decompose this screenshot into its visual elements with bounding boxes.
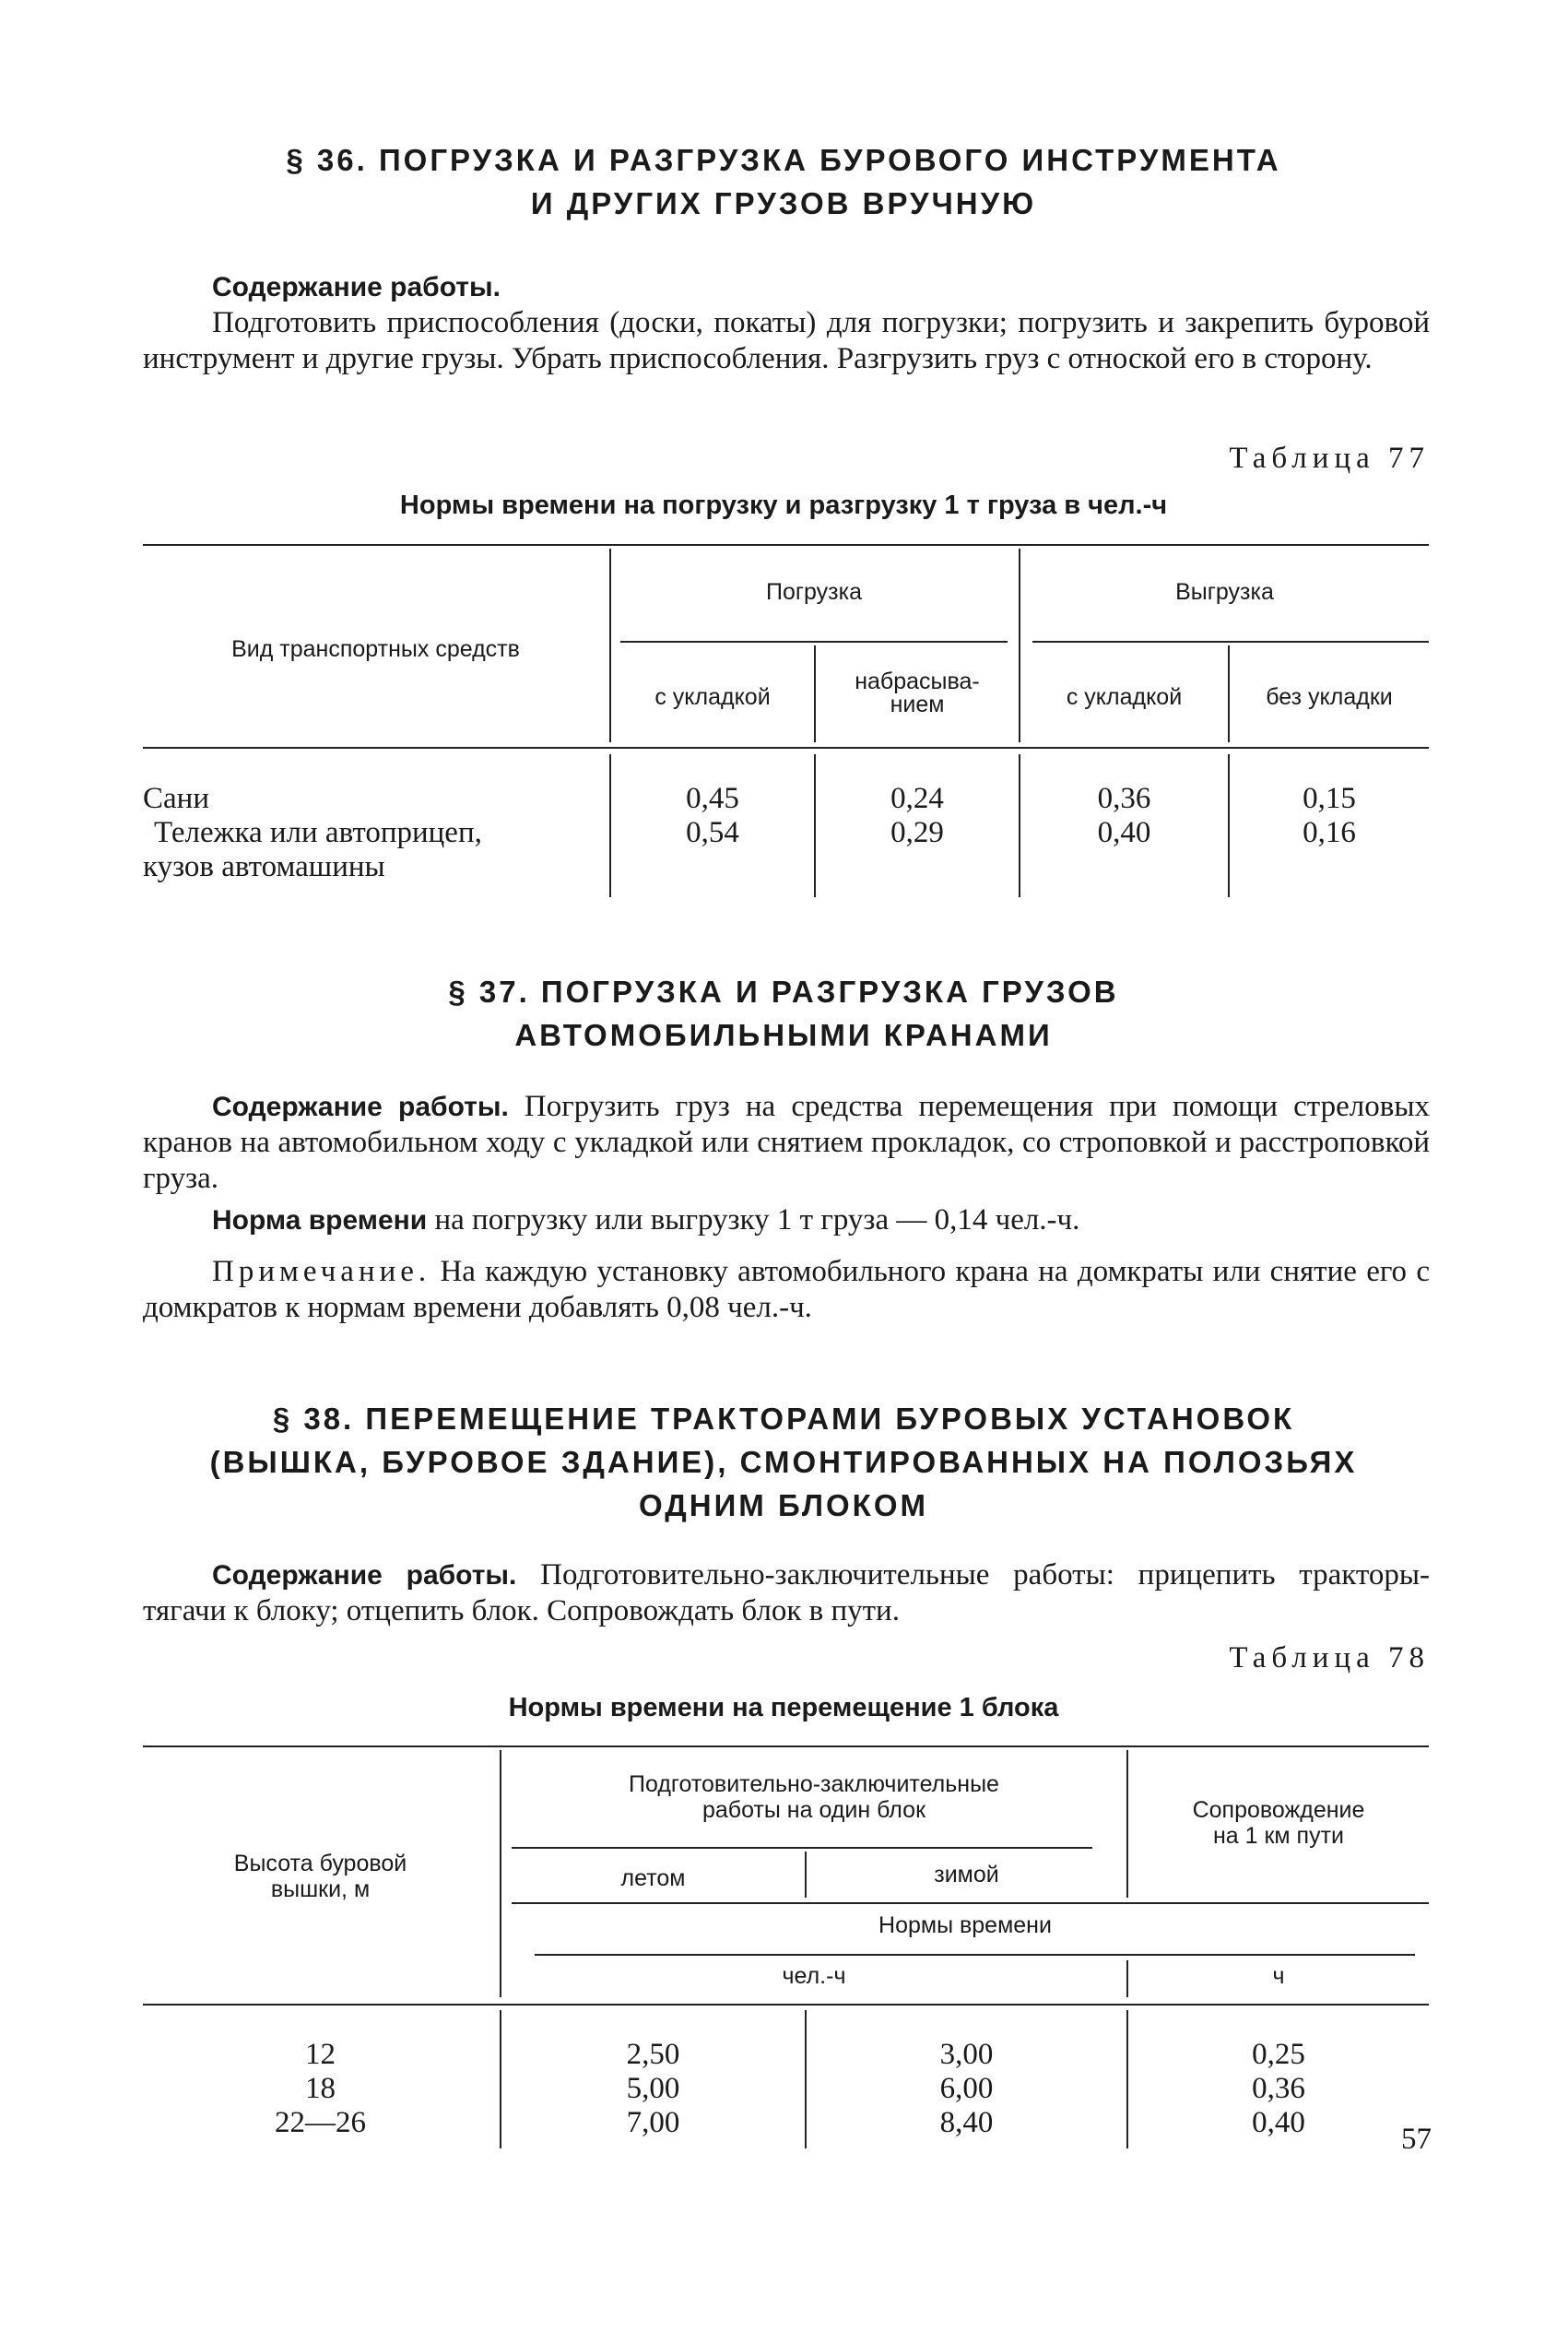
section-38-content [143, 1557, 1430, 1629]
table-77-caption: Нормы времени на погрузку и разгрузку 1 т груза в чел.-ч [399, 491, 1168, 520]
table-78-cell: 5,00 [626, 2072, 680, 2105]
table-78-norms-rule [512, 1902, 1429, 1904]
table-77-cell: 0,54 [686, 816, 739, 849]
note-label: Примечание. [212, 1255, 431, 1288]
section-title-line: § 38. ПЕРЕМЕЩЕНИЕ ТРАКТОРАМИ БУРОВЫХ УСТАНОВОК [272, 1402, 1295, 1436]
content-label: Содержание работы. [212, 1092, 509, 1122]
page-number: 57 [1401, 2123, 1432, 2156]
table-78-row-height: 12 [305, 2038, 336, 2071]
section-37-title [138, 970, 1429, 1057]
norm-label: Норма времени [212, 1205, 428, 1236]
table-78-header-norms: Нормы времени [878, 1912, 1052, 1938]
table-78-cell: 6,00 [939, 2072, 994, 2105]
table-78-header-height: Высота буровой вышки, м [233, 1851, 407, 1902]
table-77-unload-sub-rule [1032, 641, 1429, 643]
table-78-cell: 0,36 [1252, 2072, 1305, 2105]
table-77-header-load-stacked: с укладкой [654, 684, 771, 710]
table-78-cell: 8,40 [939, 2106, 994, 2139]
section-36-content-text: Подготовить приспособления (доски, покаты) для погрузки; погрузить и закрепить буровой инструмент и другие грузы. Убрать приспособления. Разгрузить груз с отноской его в сторону. [143, 306, 1430, 375]
section-37-norm [143, 1202, 1430, 1238]
norm-text: на погрузку или выгрузку 1 т груза — 0,14 чел.-ч. [434, 1203, 1080, 1236]
content-text: Подготовительно-заключительные работы: прицепить тракторы-тягачи к блоку; отцепить блок. Сопровождать блок в пути. [143, 1558, 1431, 1627]
table-77-load-sub-rule [620, 641, 1008, 643]
note-text: На каждую установку автомобильного крана на домкраты или снятие его с домкратов к нормам времени добавлять 0,08 чел.-ч. [143, 1255, 1430, 1324]
table-78-label: Таблица 78 [1229, 1641, 1430, 1674]
section-38-title [138, 1397, 1429, 1527]
table-78-cell: 7,00 [626, 2106, 680, 2139]
table-77-row-name: Сани [143, 782, 209, 815]
section-title-line: § 37. ПОГРУЗКА И РАЗГРУЗКА ГРУЗОВ [448, 975, 1119, 1009]
table-77-header-rule [143, 747, 1429, 749]
section-title-line: АВТОМОБИЛЬНЫМИ КРАНАМИ [514, 1018, 1053, 1052]
table-77-divider [1019, 549, 1020, 742]
section-title-line: (ВЫШКА, БУРОВОЕ ЗДАНИЕ), СМОНТИРОВАННЫХ НА ПОЛОЗЬЯХ [209, 1445, 1358, 1479]
section-37-content [143, 1089, 1430, 1197]
content-label: Содержание работы. [212, 1560, 517, 1591]
table-77-header-unload-stacked: с укладкой [1066, 684, 1183, 710]
content-text: Погрузить груз на средства перемещения при помощи стреловых кранов на автомобильном ходу с укладкой или снятием прокладок, со строповкой и расстроповкой груза. [143, 1090, 1430, 1195]
table-78-cell: 2,50 [626, 2038, 680, 2071]
table-77-cell: 0,24 [890, 782, 944, 815]
table-78-header-rule [143, 2004, 1429, 2006]
table-78-cell: 3,00 [939, 2038, 994, 2071]
table-78-header-winter: зимой [934, 1862, 999, 1887]
table-78-cell: 0,40 [1252, 2106, 1305, 2139]
table-78-header-summer: летом [620, 1865, 686, 1891]
table-77-top-rule [143, 544, 1429, 546]
table-78-header-unit-hours: ч [1272, 1963, 1285, 1989]
table-77-cell: 0,15 [1303, 782, 1356, 815]
section-title-line: § 36. ПОГРУЗКА И РАЗГРУЗКА БУРОВОГО ИНСТРУМЕНТА [286, 143, 1281, 177]
table-77-header-unload-unstacked: без укладки [1266, 684, 1393, 710]
table-77-divider [609, 549, 611, 742]
section-title-line: И ДРУГИХ ГРУЗОВ ВРУЧНУЮ [530, 186, 1037, 220]
table-78-header-escort: Сопровождение на 1 км пути [1192, 1797, 1365, 1849]
section-36-title [138, 138, 1429, 225]
table-78-caption: Нормы времени на перемещение 1 блока [508, 1693, 1059, 1722]
table-78-row-height: 22—26 [275, 2106, 366, 2139]
section-37-note [143, 1254, 1430, 1326]
table-77-header-load: Погрузка [766, 579, 862, 605]
table-77-cell: 0,45 [686, 782, 739, 815]
table-78-cell: 0,25 [1252, 2038, 1305, 2071]
section-title-line: ОДНИМ БЛОКОМ [639, 1488, 928, 1522]
table-77-cell: 0,36 [1097, 782, 1151, 815]
section-36-content-label-block [143, 269, 1430, 305]
table-77-cell: 0,40 [1097, 816, 1151, 849]
table-78-header-unit-manhours: чел.-ч [782, 1963, 846, 1989]
table-77-header-type: Вид транспортных средств [231, 636, 520, 662]
table-78-prep-sub-rule [512, 1847, 1092, 1849]
table-78-units-rule [535, 1954, 1415, 1956]
table-78-header-prep: Подготовительно-заключительные работы на один блок [629, 1771, 999, 1823]
table-77-header-unload: Выгрузка [1175, 579, 1274, 605]
table-77-row-name: Тележка или автоприцеп, кузов автомашины [143, 816, 482, 883]
table-78-row-height: 18 [305, 2072, 336, 2105]
content-label: Содержание работы. [212, 272, 501, 302]
table-77-cell: 0,29 [890, 816, 944, 849]
table-77-header-load-thrown: набрасыва- нием [855, 669, 980, 717]
table-77-label: Таблица 77 [1229, 442, 1430, 475]
table-77-cell: 0,16 [1303, 816, 1356, 849]
table-78-top-rule [143, 1745, 1429, 1747]
